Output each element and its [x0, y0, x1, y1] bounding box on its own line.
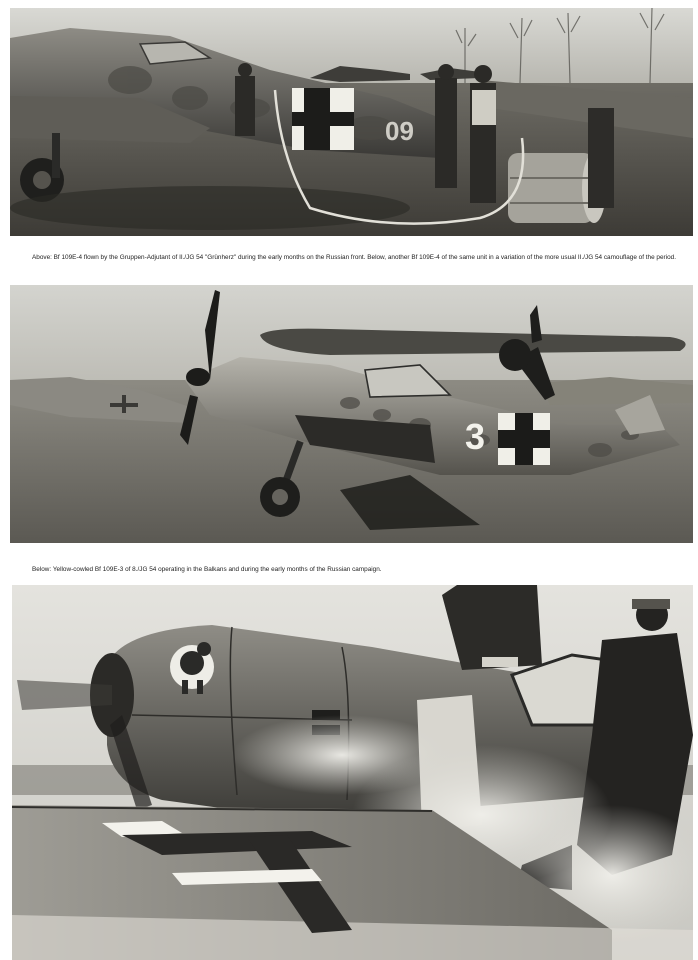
photo-1-illustration: [10, 8, 693, 236]
caption-bottom: Below: Yellow-cowled Bf 109E-3 of 8./JG 54 operating in the Balkans and during the early months of the Russian campaign.: [32, 566, 382, 573]
aircraft-code-1: 09: [385, 116, 414, 146]
caption-top: Above: Bf 109E-4 flown by the Gruppen-Adjutant of II./JG 54 "Grünherz" during the early months on the Russian front. Below, another Bf 109E-4 of the same unit in a variation of the more usual II./JG 54 camouflage of the period.: [32, 254, 676, 261]
balkenkreuz-marking-1: [292, 88, 354, 150]
photo-bf109e4-gruppen-adjutant: [10, 8, 693, 236]
balkenkreuz-marking-2: [498, 413, 550, 465]
photo-3-illustration: [12, 585, 693, 960]
photo-bf109e4-camouflage-variation: [10, 285, 693, 543]
aircraft-code-2: 3: [465, 416, 486, 457]
photo-2-illustration: [10, 285, 693, 543]
photo-bf109e3-yellow-cowl: [12, 585, 693, 960]
